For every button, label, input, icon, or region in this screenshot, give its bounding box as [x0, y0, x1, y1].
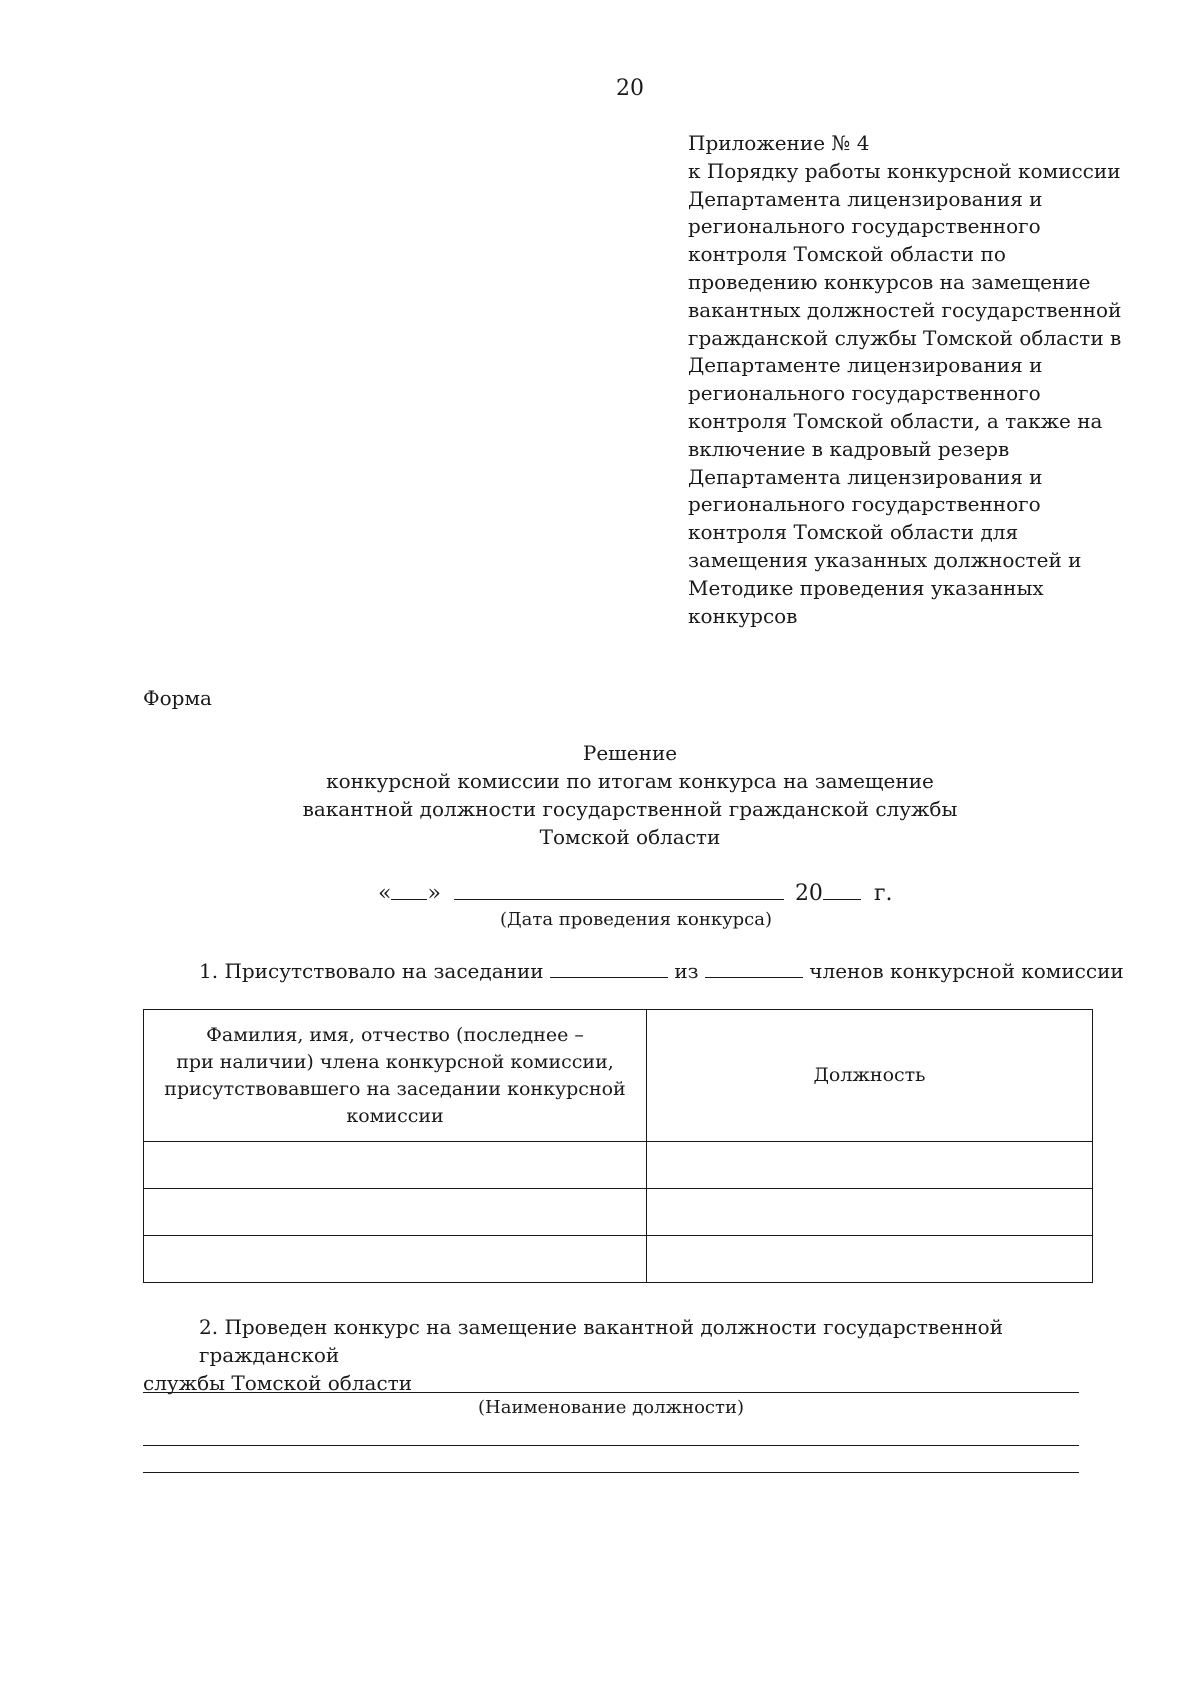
item-1-prefix: 1. Присутствовало на заседании	[199, 959, 544, 983]
table-cell[interactable]	[144, 1236, 647, 1283]
table-row	[144, 1189, 1093, 1236]
table-cell[interactable]	[647, 1236, 1093, 1283]
date-open-quote: «	[378, 881, 392, 906]
item-1-suffix: членов конкурсной комиссии	[809, 959, 1124, 983]
item-1-attendance	[199, 959, 1124, 983]
year-suffix: г.	[873, 881, 893, 906]
date-close-quote: »	[427, 881, 441, 906]
decision-subtitle-line-3: Томской области	[539, 825, 721, 849]
day-blank[interactable]	[391, 879, 427, 900]
item-2-line-2: службы Томской области	[143, 1371, 413, 1395]
total-count-blank[interactable]	[705, 959, 803, 978]
year-blank[interactable]	[823, 879, 861, 900]
date-line	[378, 879, 892, 906]
item-2-competition	[143, 1313, 1125, 1397]
item-2-line-1: 2. Проведен конкурс на замещение вакантной должности государственной гражданской	[199, 1315, 1004, 1367]
appendix-header: Приложение № 4 к Порядку работы конкурсной комиссии Департамента лицензирования и регионального государственного контроля Томской области по проведению конкурсов на замещение вакантных должностей государственной гражданской службы Томской области в Департаменте лицензирования и регионального государственного контроля Томской области, а также на включение в кадровый резерв Департамента лицензирования и регионального государственного контроля Томской области для замещения указанных должностей и Методике проведения указанных конкурсов	[688, 131, 1122, 628]
decision-title: Решение	[582, 741, 678, 765]
page-number: 20	[616, 76, 644, 101]
form-label: Форма	[143, 686, 212, 710]
table-cell[interactable]	[647, 1142, 1093, 1189]
month-blank[interactable]	[454, 879, 784, 900]
present-count-blank[interactable]	[550, 959, 668, 978]
item-1-middle: из	[674, 959, 699, 983]
table-row	[144, 1142, 1093, 1189]
date-hint: (Дата проведения конкурса)	[499, 909, 773, 930]
col-header-member-name: Фамилия, имя, отчество (последнее – при наличии) члена конкурсной комиссии, присутствовавшего на заседании конкурсной комиссии	[144, 1010, 647, 1142]
decision-title-block	[0, 739, 1200, 851]
fill-line[interactable]	[143, 1445, 1079, 1446]
members-table	[143, 1009, 1093, 1283]
col-header-position: Должность	[647, 1010, 1093, 1142]
fill-line[interactable]	[143, 1472, 1079, 1473]
table-row	[144, 1236, 1093, 1283]
decision-subtitle-line-1: конкурсной комиссии по итогам конкурса на замещение	[326, 769, 934, 793]
decision-subtitle-line-2: вакантной должности государственной гражданской службы	[302, 797, 958, 821]
table-cell[interactable]	[647, 1189, 1093, 1236]
position-hint: (Наименование должности)	[478, 1397, 744, 1418]
year-prefix: 20	[794, 881, 823, 906]
members-table-header	[144, 1010, 1093, 1142]
position-name-line[interactable]	[143, 1392, 1079, 1393]
table-cell[interactable]	[144, 1142, 647, 1189]
table-cell[interactable]	[144, 1189, 647, 1236]
